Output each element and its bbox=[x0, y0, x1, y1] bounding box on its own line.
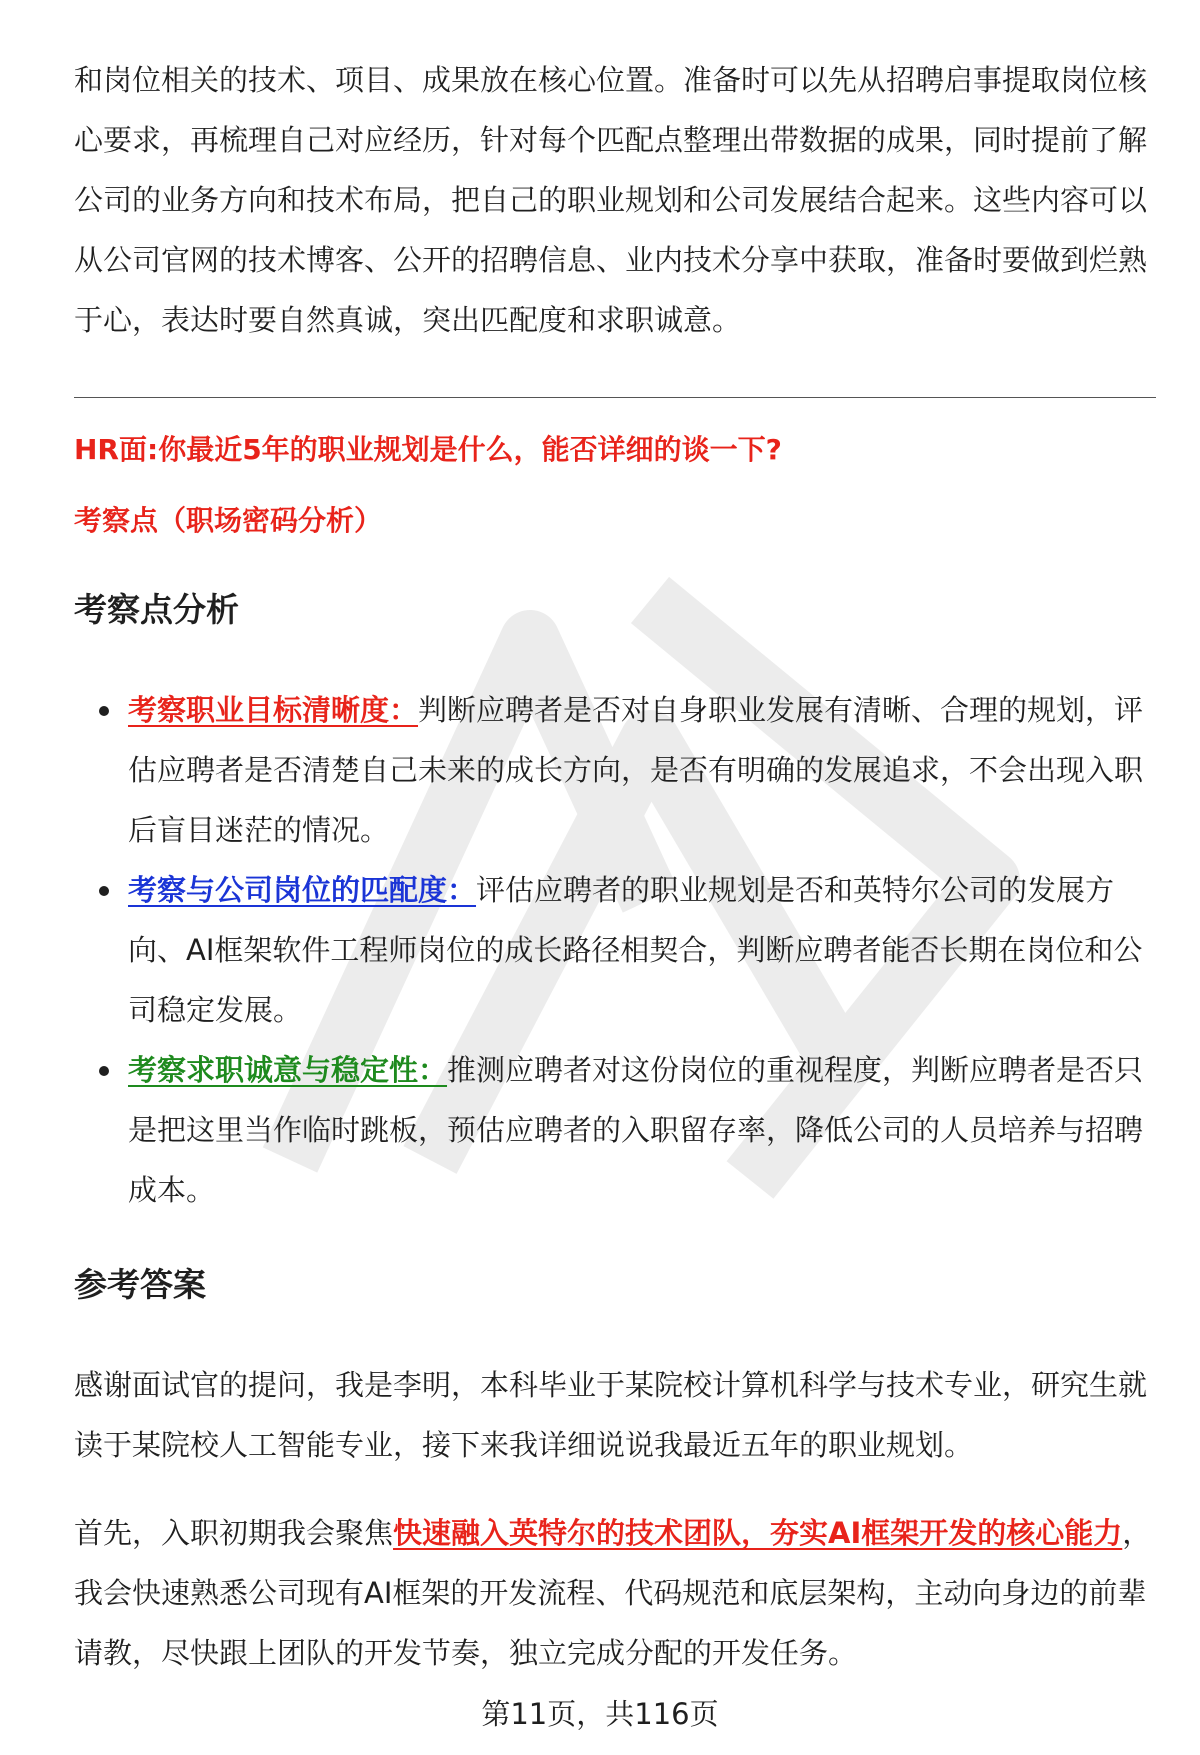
answer-highlight: 快速融入英特尔的技术团队，夯实AI框架开发的核心能力 bbox=[393, 1516, 1123, 1550]
answer-prefix: 首先，入职初期我会聚焦 bbox=[74, 1516, 394, 1550]
list-item bbox=[74, 860, 1156, 1040]
point-text: 推测应聘者对这份岗位的重视程度，判断应聘者是否只是把这里当作临时跳板，预估应聘者的入职留存率，降低公司的人员培养与招聘成本。 bbox=[128, 1053, 1144, 1207]
answer-paragraph-1: 感谢面试官的提问，我是李明，本科毕业于某院校计算机科学与技术专业，研究生就读于某院校人工智能专业，接下来我详细说说我最近五年的职业规划。 bbox=[74, 1368, 1148, 1462]
intro-paragraph: 和岗位相关的技术、项目、成果放在核心位置。准备时可以先从招聘启事提取岗位核心要求，再梳理自己对应经历，针对每个匹配点整理出带数据的成果，同时提前了解公司的业务方向和技术布局，把自己的职业规划和公司发展结合起来。这些内容可以从公司官网的技术博客、公开的招聘信息、业内技术分享中获取，准备时要做到烂熟于心，表达时要自然真诚，突出匹配度和求职诚意。 bbox=[74, 63, 1148, 337]
bullet-icon bbox=[99, 1066, 109, 1076]
answer-suffix: ，我会快速熟悉公司现有AI框架的开发流程、代码规范和底层架构，主动向身边的前辈请教，尽快跟上团队的开发节奏，独立完成分配的开发任务。 bbox=[74, 1516, 1152, 1670]
answer-heading: 参考答案 bbox=[74, 1265, 206, 1304]
bullet-icon bbox=[99, 886, 109, 896]
point-label: 考察求职诚意与稳定性： bbox=[128, 1053, 448, 1087]
bullet-icon bbox=[99, 706, 109, 716]
question-title: HR面:你最近5年的职业规划是什么，能否详细的谈一下? bbox=[74, 433, 782, 466]
point-label: 考察职业目标清晰度： bbox=[128, 693, 419, 727]
page-footer: 第11页，共116页 bbox=[481, 1697, 719, 1731]
point-text: 评估应聘者的职业规划是否和英特尔公司的发展方向、AI框架软件工程师岗位的成长路径相契合，判断应聘者能否长期在岗位和公司稳定发展。 bbox=[128, 873, 1143, 1027]
question-subtitle: 考察点（职场密码分析） bbox=[74, 504, 383, 537]
answer-paragraph-2 bbox=[74, 1503, 1156, 1683]
list-item bbox=[74, 680, 1156, 860]
analysis-point-list bbox=[74, 680, 1156, 1220]
analysis-heading: 考察点分析 bbox=[74, 590, 239, 629]
list-item bbox=[74, 1040, 1156, 1220]
point-label: 考察与公司岗位的匹配度： bbox=[128, 873, 477, 907]
point-text: 判断应聘者是否对自身职业发展有清晰、合理的规划，评估应聘者是否清楚自己未来的成长方向，是否有明确的发展追求，不会出现入职后盲目迷茫的情况。 bbox=[128, 693, 1144, 847]
section-divider bbox=[74, 397, 1156, 398]
